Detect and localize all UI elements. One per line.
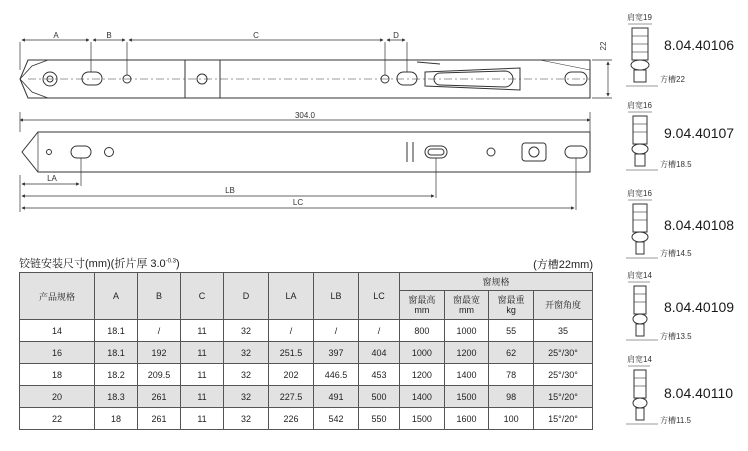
header-window-spec: 窗规格 <box>400 273 593 291</box>
header-lc: LC <box>359 273 400 320</box>
profile-shoulder: 肩宽14 <box>627 355 652 364</box>
length-label: 304.0 <box>294 111 316 120</box>
cell-width: 1000 <box>444 320 489 342</box>
cell-width: 1600 <box>444 408 489 430</box>
header-la: LA <box>269 273 314 320</box>
dim-c-label: C <box>253 31 259 40</box>
dim-lc-label: LC <box>292 198 304 207</box>
cell-c: 11 <box>181 320 224 342</box>
header-d: D <box>224 273 269 320</box>
cell-height: 800 <box>400 320 445 342</box>
cell-width: 1200 <box>444 342 489 364</box>
profile-shoulder: 肩宽19 <box>627 13 652 22</box>
profile-code: 8.04.40106 <box>664 37 735 53</box>
cell-d: 32 <box>224 408 269 430</box>
profile-code: 9.04.40107 <box>664 125 735 141</box>
profile-groove: 方槽22 <box>660 75 685 84</box>
profile-groove: 方槽11.5 <box>660 416 691 425</box>
cell-c: 11 <box>181 342 224 364</box>
profile-code: 8.04.40110 <box>664 385 734 401</box>
header-window-height: 窗最高 mm <box>400 291 445 320</box>
cell-lb: / <box>314 320 359 342</box>
height-label: 22 <box>599 41 608 51</box>
header-window-width: 窗最宽 mm <box>444 291 489 320</box>
cell-la: / <box>269 320 314 342</box>
header-window-weight: 窗最重 kg <box>489 291 534 320</box>
cell-model: 14 <box>20 320 95 342</box>
cell-a: 18.1 <box>95 342 138 364</box>
cell-b: / <box>138 320 181 342</box>
cell-d: 32 <box>224 320 269 342</box>
profile-shoulder: 肩宽14 <box>627 271 652 280</box>
header-a: A <box>95 273 138 320</box>
header-c: C <box>181 273 224 320</box>
dim-a-label: A <box>53 31 59 40</box>
cell-lc: / <box>359 320 400 342</box>
cell-lb: 491 <box>314 386 359 408</box>
cell-model: 16 <box>20 342 95 364</box>
header-b: B <box>138 273 181 320</box>
cell-c: 11 <box>181 386 224 408</box>
cell-weight: 62 <box>489 342 534 364</box>
cell-model: 18 <box>20 364 95 386</box>
cell-la: 227.5 <box>269 386 314 408</box>
cell-angle: 15°/20° <box>533 408 592 430</box>
cell-lb: 397 <box>314 342 359 364</box>
dim-lb-label: LB <box>225 186 235 195</box>
table-body <box>20 320 593 430</box>
profile-code: 8.04.40109 <box>664 299 735 315</box>
cell-weight: 78 <box>489 364 534 386</box>
cell-la: 226 <box>269 408 314 430</box>
cell-a: 18.3 <box>95 386 138 408</box>
table-caption <box>19 255 180 271</box>
cell-b: 209.5 <box>138 364 181 386</box>
cell-a: 18.1 <box>95 320 138 342</box>
profile-groove: 方槽13.5 <box>660 332 692 341</box>
profile-shoulder: 肩宽16 <box>627 189 652 198</box>
cell-lb: 542 <box>314 408 359 430</box>
cell-b: 261 <box>138 408 181 430</box>
caption-tolerance: -0.3 <box>165 258 177 265</box>
cell-angle: 25°/30° <box>533 342 592 364</box>
cell-height: 1200 <box>400 364 445 386</box>
header-model: 产品规格 <box>20 273 95 320</box>
cell-c: 11 <box>181 364 224 386</box>
cell-d: 32 <box>224 386 269 408</box>
dim-b-label: B <box>106 31 112 40</box>
cell-la: 251.5 <box>269 342 314 364</box>
cell-angle: 15°/20° <box>533 386 592 408</box>
cell-width: 1500 <box>444 386 489 408</box>
cell-a: 18 <box>95 408 138 430</box>
cell-weight: 55 <box>489 320 534 342</box>
caption-main: 铰链安装尺寸(mm)(折片厚 3.0 <box>19 258 166 270</box>
caption-close: ) <box>176 258 180 270</box>
groove-spec: (方槽22mm) <box>533 259 593 271</box>
cell-model: 20 <box>20 386 95 408</box>
table-row <box>20 364 593 386</box>
top-hinge-arm <box>20 60 590 98</box>
cell-height: 1000 <box>400 342 445 364</box>
cell-height: 1500 <box>400 408 445 430</box>
header-opening-angle: 开窗角度 <box>533 291 592 320</box>
cell-la: 202 <box>269 364 314 386</box>
table-row <box>20 408 593 430</box>
cell-d: 32 <box>224 342 269 364</box>
cell-weight: 100 <box>489 408 534 430</box>
cell-lc: 453 <box>359 364 400 386</box>
cell-width: 1400 <box>444 364 489 386</box>
dim-la-label: LA <box>47 174 57 183</box>
bottom-hinge-base <box>20 112 590 172</box>
profile-section-4 <box>626 270 734 341</box>
cell-angle: 35 <box>533 320 592 342</box>
cell-lc: 550 <box>359 408 400 430</box>
cell-c: 11 <box>181 408 224 430</box>
cell-b: 192 <box>138 342 181 364</box>
top-dimensions <box>20 40 612 98</box>
header-lb: LB <box>314 273 359 320</box>
profile-section-3 <box>626 188 734 258</box>
profile-code: 8.04.40108 <box>664 217 735 233</box>
profile-section-5 <box>626 354 733 425</box>
profile-section-1 <box>626 12 734 86</box>
cell-lc: 404 <box>359 342 400 364</box>
dim-d-label: D <box>393 31 399 40</box>
profile-groove: 方槽14.5 <box>660 249 692 258</box>
cell-lc: 500 <box>359 386 400 408</box>
cell-angle: 25°/30° <box>533 364 592 386</box>
profile-groove: 方槽18.5 <box>660 160 692 169</box>
table-row <box>20 342 593 364</box>
profile-section-2 <box>626 100 734 170</box>
hinge-spec-table <box>19 272 593 430</box>
cell-model: 22 <box>20 408 95 430</box>
table-row <box>20 386 593 408</box>
cell-weight: 98 <box>489 386 534 408</box>
cell-lb: 446.5 <box>314 364 359 386</box>
cell-height: 1400 <box>400 386 445 408</box>
cell-d: 32 <box>224 364 269 386</box>
cell-b: 261 <box>138 386 181 408</box>
table-row <box>20 320 593 342</box>
profile-shoulder: 肩宽16 <box>627 101 652 110</box>
cell-a: 18.2 <box>95 364 138 386</box>
